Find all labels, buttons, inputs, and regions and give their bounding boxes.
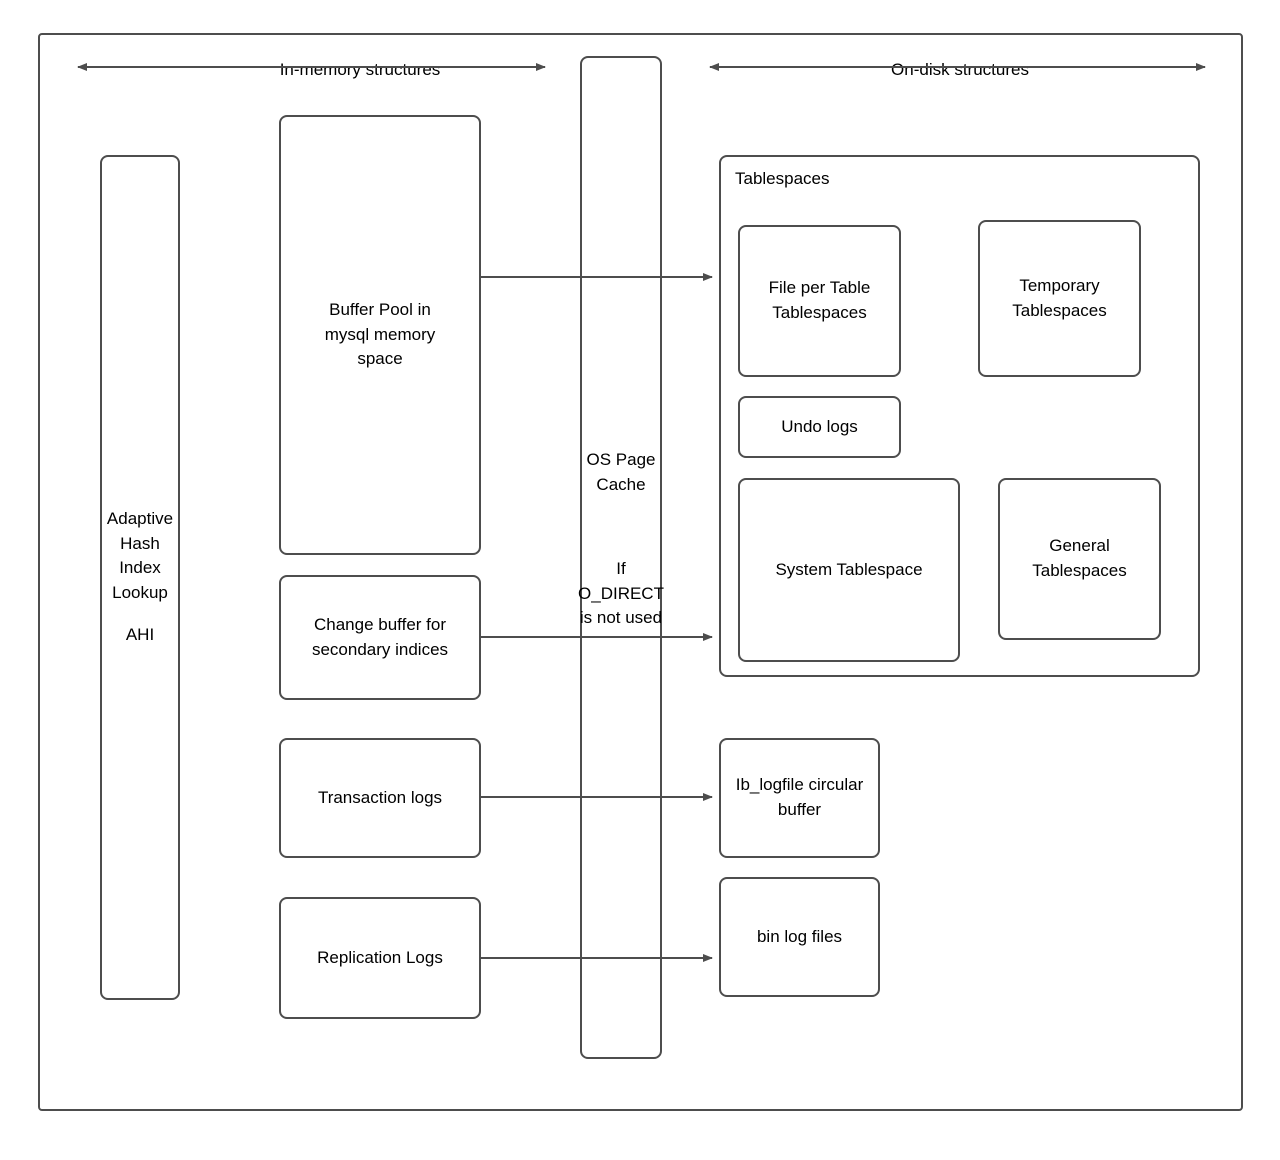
node-adaptive-hash-index: [100, 155, 180, 1000]
ahi-line-5: AHI: [125, 625, 155, 645]
node-change-buffer: Change buffer for secondary indices: [279, 575, 481, 700]
node-ib-logfile: Ib_logfile circular buffer: [719, 738, 880, 858]
node-os-page-cache: [580, 56, 662, 1059]
node-system-tablespace: System Tablespace: [738, 478, 960, 662]
node-undo-logs: Undo logs: [738, 396, 901, 458]
node-replication-logs: Replication Logs: [279, 897, 481, 1019]
tablespaces-label: Tablespaces: [735, 169, 830, 188]
ahi-line-2: Hash: [120, 533, 160, 553]
os-page-cache-label: OS Page Cache: [586, 450, 656, 494]
node-temporary-tablespaces: Temporary Tablespaces: [978, 220, 1141, 377]
node-buffer-pool: Buffer Pool in mysql memory space: [279, 115, 481, 555]
ahi-line-1: Adaptive: [106, 508, 174, 528]
header-in-memory: In-memory structures: [279, 60, 441, 79]
header-on-disk: On-disk structures: [891, 60, 1029, 79]
ahi-line-3: Index: [119, 558, 161, 578]
node-file-per-table-tablespaces: File per Table Tablespaces: [738, 225, 901, 377]
node-general-tablespaces: General Tablespaces: [998, 478, 1161, 640]
os-page-cache-note: If O_DIRECT is not used: [578, 559, 664, 628]
node-bin-log-files: bin log files: [719, 877, 880, 997]
ahi-line-4: Lookup: [112, 582, 168, 602]
node-transaction-logs: Transaction logs: [279, 738, 481, 858]
